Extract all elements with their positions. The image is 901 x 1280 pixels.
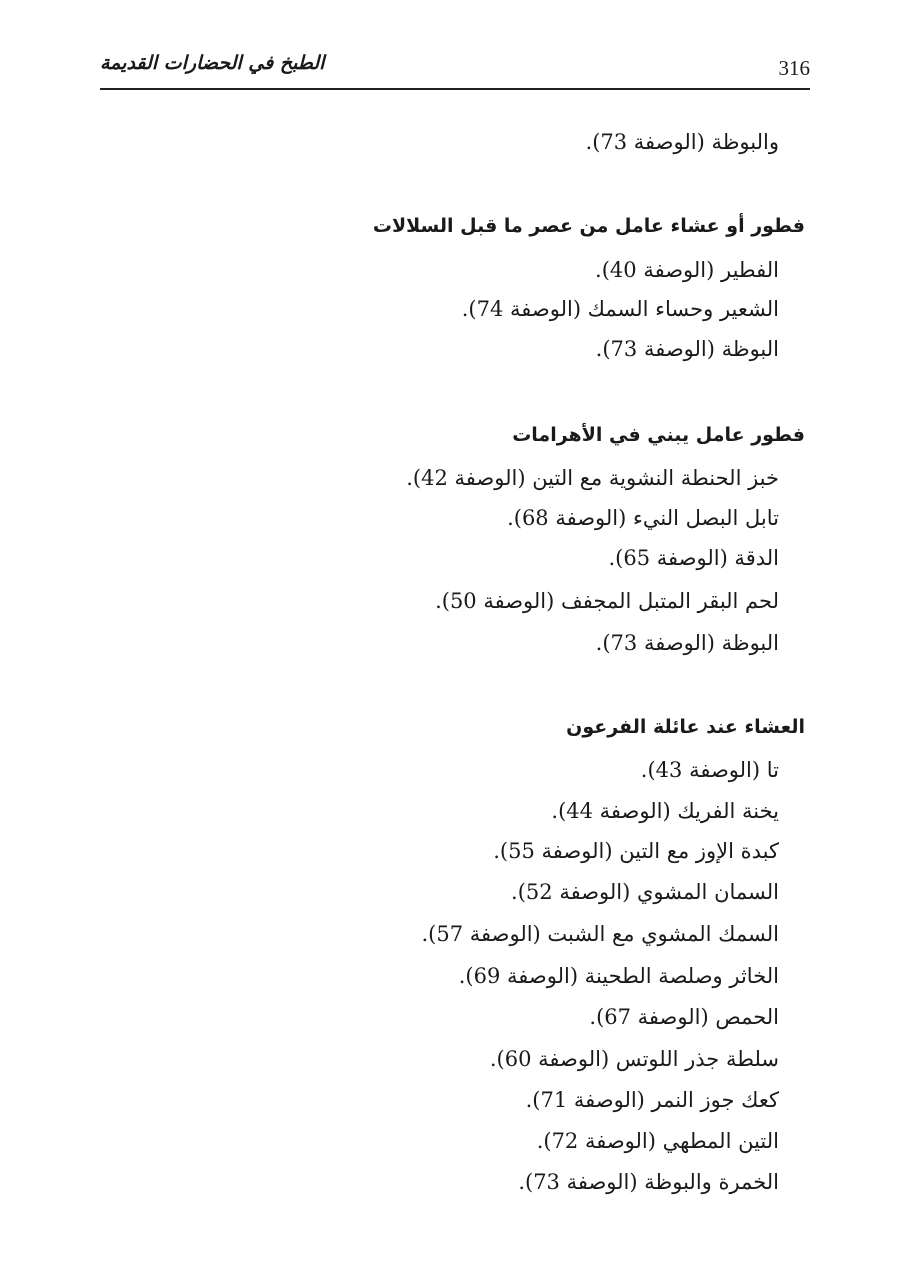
continuation-line: والبوظة (الوصفة 73). bbox=[585, 130, 779, 154]
list-item: السمان المشوي (الوصفة 52). bbox=[511, 880, 779, 904]
list-item: تا (الوصفة 43). bbox=[640, 758, 779, 782]
list-item: يخنة الفريك (الوصفة 44). bbox=[551, 799, 779, 823]
list-item: البوظة (الوصفة 73). bbox=[595, 337, 779, 361]
list-item: كبدة الإوز مع التين (الوصفة 55). bbox=[493, 839, 779, 863]
list-item: البوظة (الوصفة 73). bbox=[595, 631, 779, 655]
page-header bbox=[100, 50, 810, 90]
list-item: التين المطهي (الوصفة 72). bbox=[536, 1129, 779, 1153]
list-item: الفطير (الوصفة 40). bbox=[595, 258, 779, 282]
running-title: الطبخ في الحضارات القديمة bbox=[100, 52, 325, 74]
list-item: الحمص (الوصفة 67). bbox=[589, 1005, 779, 1029]
list-item: تابل البصل النيء (الوصفة 68). bbox=[507, 506, 779, 530]
list-item: الخاثر وصلصة الطحينة (الوصفة 69). bbox=[458, 964, 779, 988]
section-title: العشاء عند عائلة الفرعون bbox=[566, 716, 805, 738]
list-item: سلطة جذر اللوتس (الوصفة 60). bbox=[489, 1047, 779, 1071]
list-item: الشعير وحساء السمك (الوصفة 74). bbox=[461, 297, 779, 321]
list-item: الخمرة والبوظة (الوصفة 73). bbox=[518, 1170, 779, 1194]
list-item: السمك المشوي مع الشبت (الوصفة 57). bbox=[421, 922, 779, 946]
section-title: فطور أو عشاء عامل من عصر ما قبل السلالات bbox=[372, 215, 805, 237]
page-number: 316 bbox=[778, 56, 810, 80]
list-item: كعك جوز النمر (الوصفة 71). bbox=[525, 1088, 779, 1112]
list-item: خبز الحنطة النشوية مع التين (الوصفة 42). bbox=[406, 466, 779, 490]
section-title: فطور عامل يبني في الأهرامات bbox=[512, 424, 805, 446]
list-item: لحم البقر المتبل المجفف (الوصفة 50). bbox=[435, 589, 779, 613]
list-item: الدقة (الوصفة 65). bbox=[608, 546, 779, 570]
